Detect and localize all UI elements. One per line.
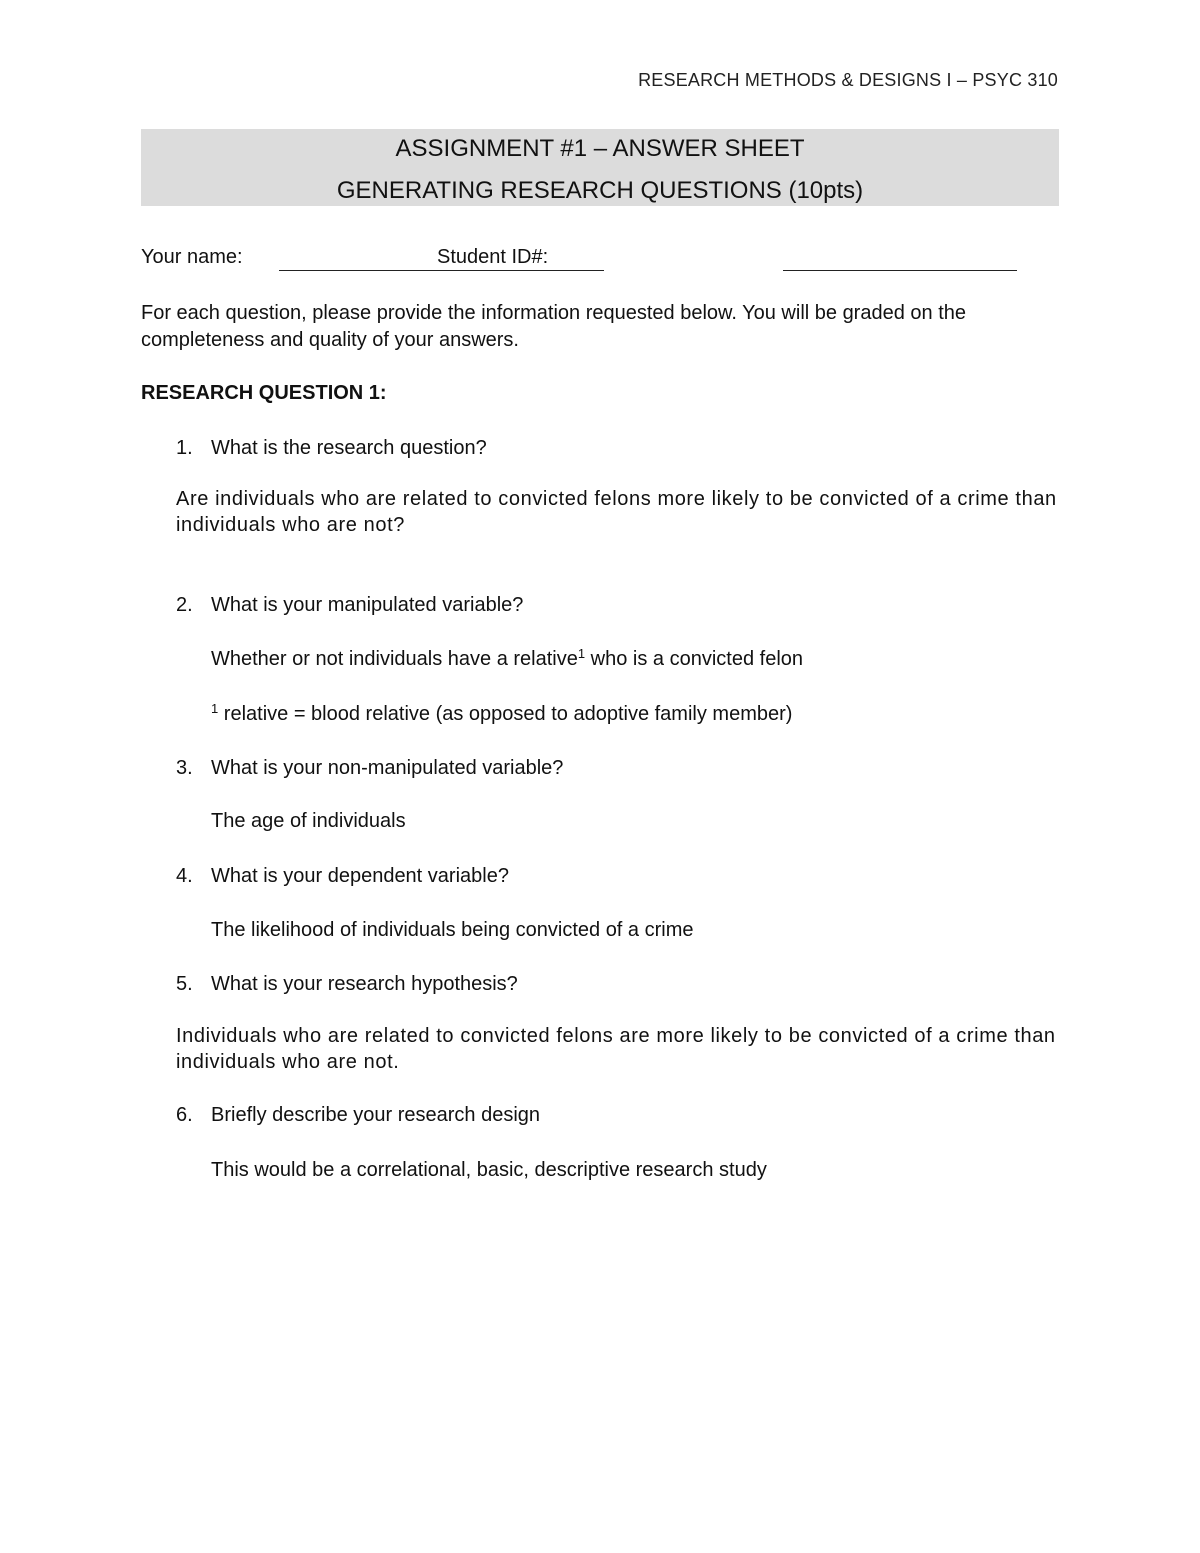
question-number: 6.	[176, 1104, 193, 1126]
question-5	[176, 971, 518, 998]
question-text: What is your non-manipulated variable?	[211, 757, 564, 779]
answer-2	[211, 646, 803, 673]
answer-1: Are individuals who are related to convicted felons more likely to be convicted of a crime than individuals who are not?	[176, 488, 1057, 536]
question-text: What is your research hypothesis?	[211, 973, 518, 995]
answer-4: The likelihood of individuals being convicted of a crime	[211, 919, 694, 941]
student-id-field[interactable]	[783, 246, 1017, 271]
question-2	[176, 592, 523, 619]
assignment-subtitle: GENERATING RESEARCH QUESTIONS (10pts)	[336, 177, 864, 204]
footnote-marker: 1	[577, 646, 586, 661]
instructions: For each question, please provide the information requested below. You will be graded on the completeness and quality of your answers.	[141, 302, 966, 351]
question-text: What is your dependent variable?	[211, 865, 509, 887]
answer-3: The age of individuals	[211, 810, 406, 832]
running-header: RESEARCH METHODS & DESIGNS I – PSYC 310	[638, 70, 1058, 90]
section-heading: RESEARCH QUESTION 1:	[141, 382, 387, 404]
footnote	[211, 701, 792, 728]
footnote-text: relative = blood relative (as opposed to adoptive family member)	[218, 703, 793, 725]
question-number: 4.	[176, 865, 193, 887]
name-label: Your name:	[141, 246, 243, 268]
answer-5: Individuals who are related to convicted felons are more likely to be convicted of a crime than individuals who are not.	[176, 1025, 1056, 1073]
question-number: 1.	[176, 437, 193, 459]
answer-6: This would be a correlational, basic, descriptive research study	[211, 1159, 767, 1181]
question-3	[176, 755, 563, 782]
student-info-row	[141, 246, 1059, 276]
question-text: What is the research question?	[211, 437, 487, 459]
answer-text: who is a convicted felon	[585, 648, 804, 670]
question-number: 3.	[176, 757, 193, 779]
question-number: 5.	[176, 973, 193, 995]
question-text: What is your manipulated variable?	[211, 594, 524, 616]
footnote-marker: 1	[211, 701, 219, 716]
student-id-label: Student ID#:	[437, 246, 549, 268]
assignment-title: ASSIGNMENT #1 – ANSWER SHEET	[395, 135, 805, 162]
question-1	[176, 435, 487, 462]
question-text: Briefly describe your research design	[211, 1104, 541, 1126]
question-4	[176, 863, 509, 890]
question-number: 2.	[176, 594, 193, 616]
answer-text: Whether or not individuals have a relative	[211, 648, 578, 670]
title-band	[141, 129, 1059, 206]
question-6	[176, 1102, 540, 1129]
